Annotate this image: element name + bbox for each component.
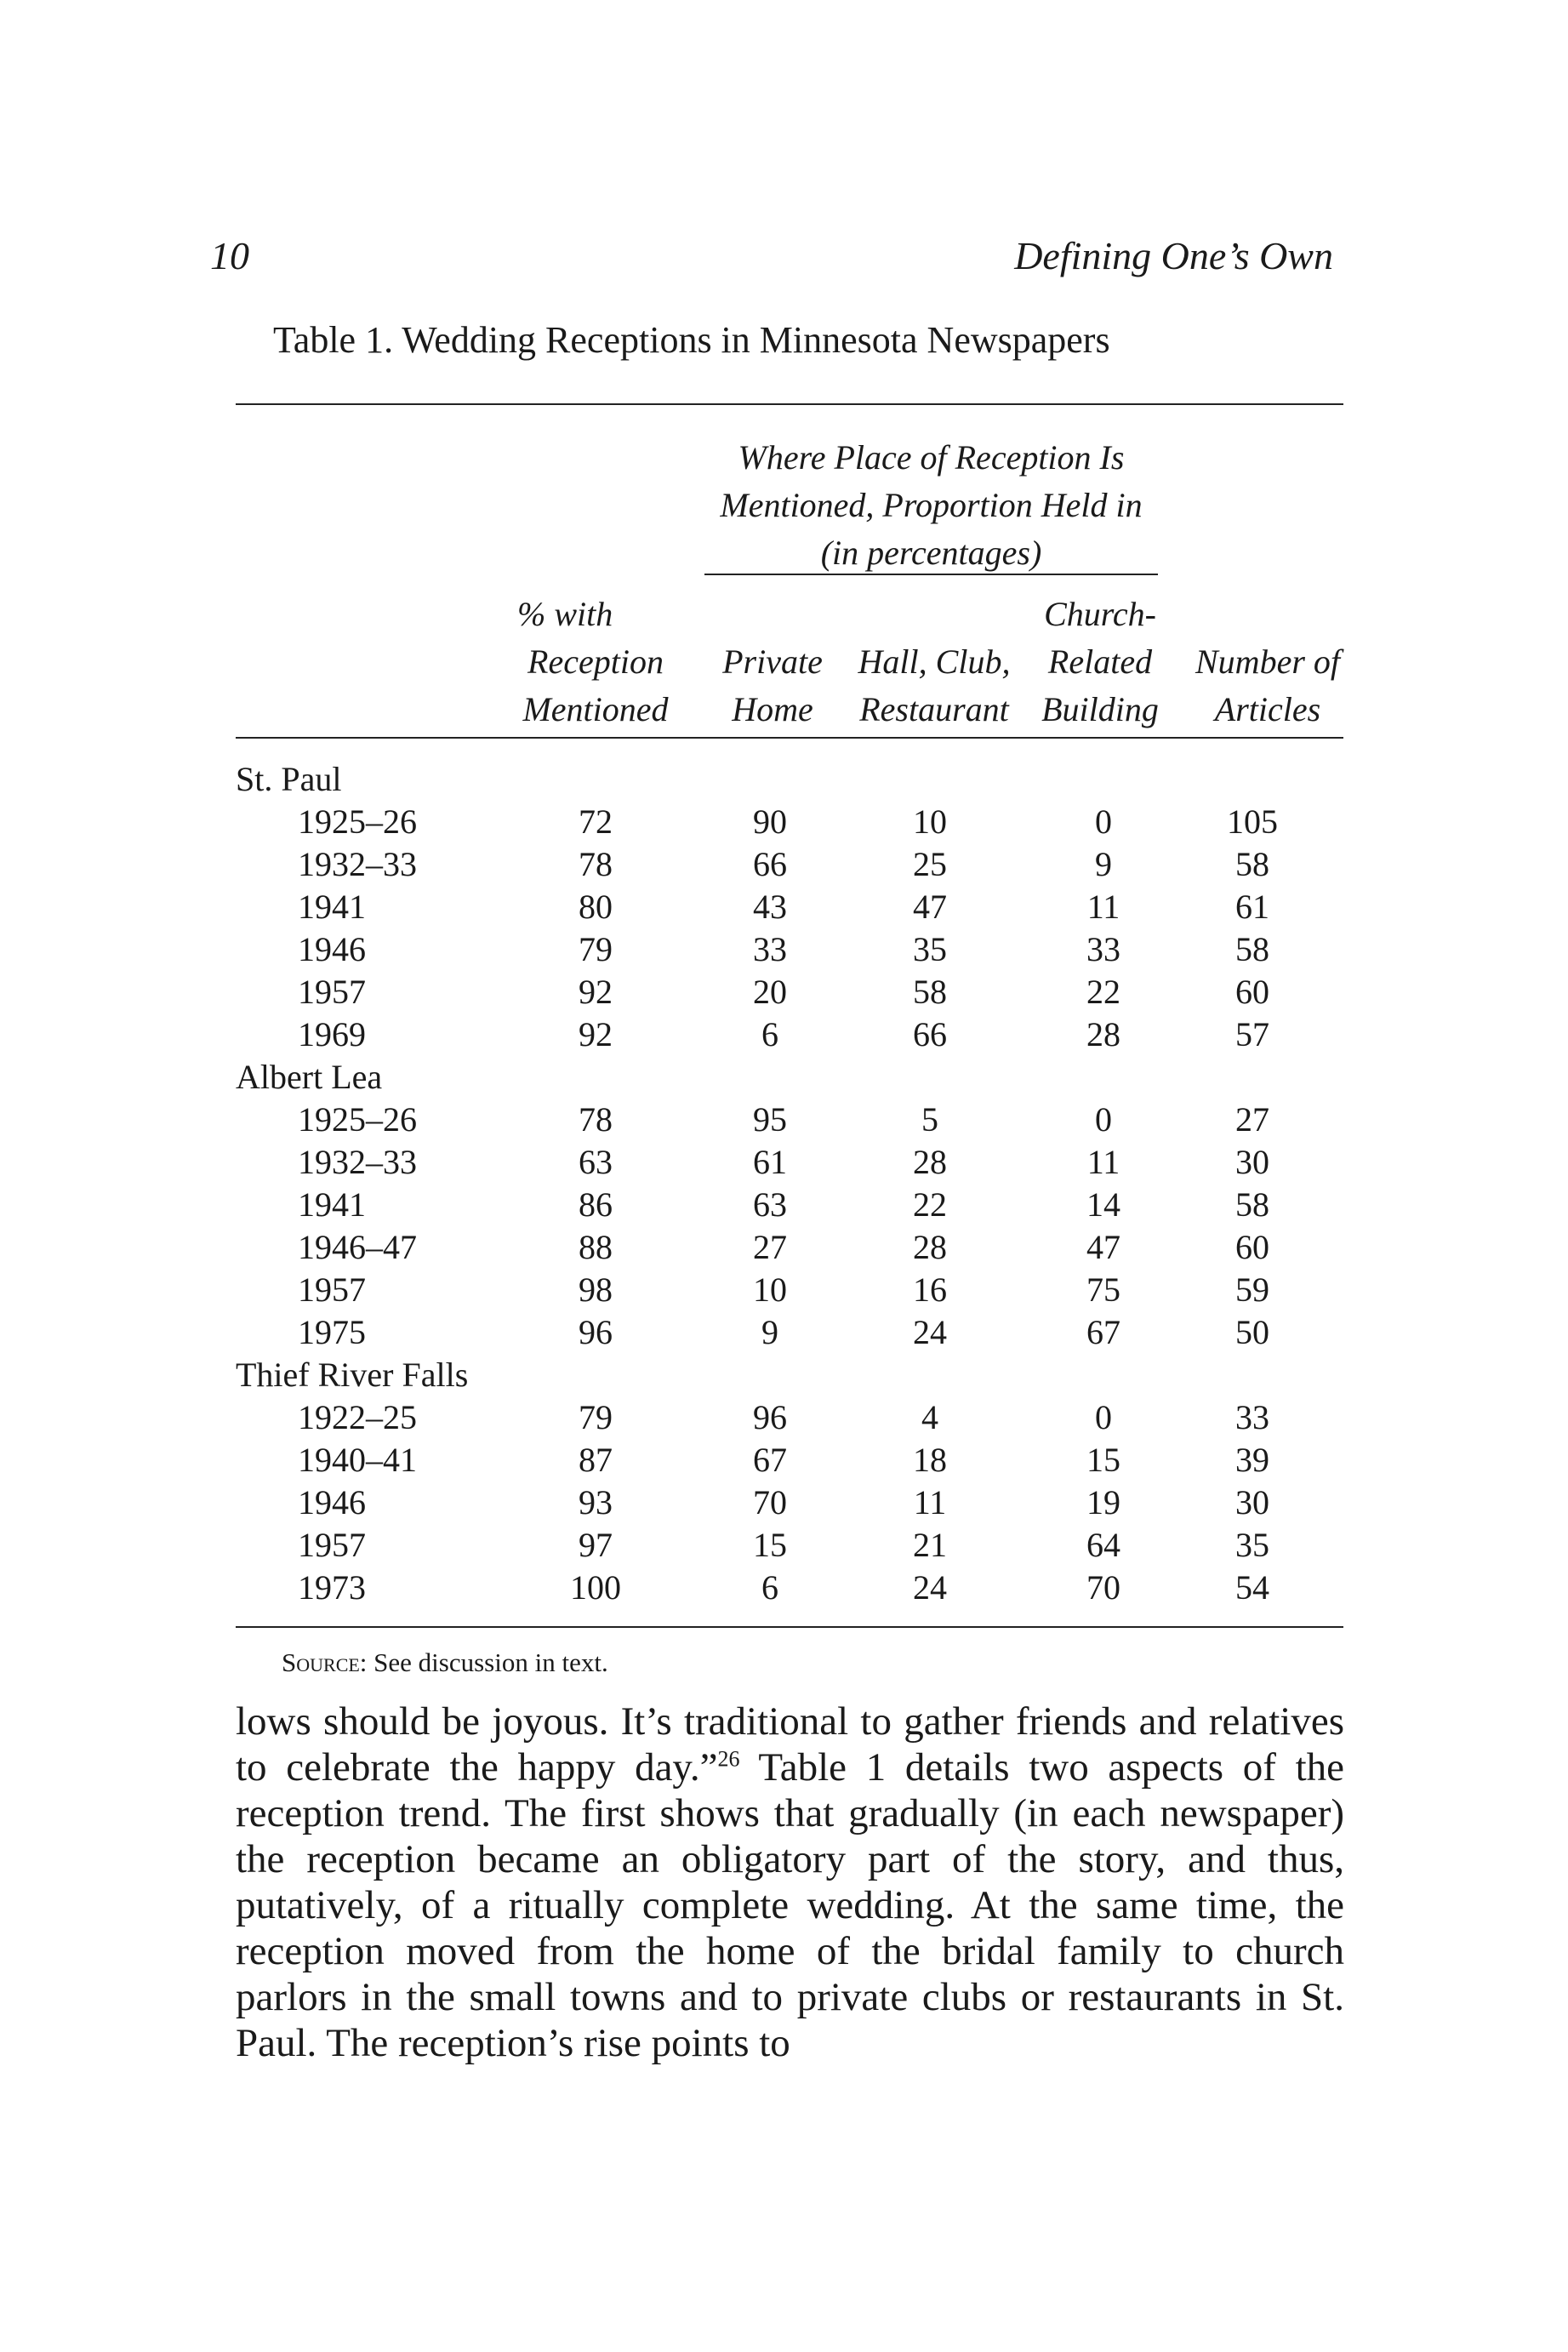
cell-church-related: 47 bbox=[1086, 1228, 1120, 1266]
cell-year: 1973 bbox=[298, 1568, 366, 1607]
cell-private-home: 66 bbox=[753, 845, 787, 883]
cell-articles: 58 bbox=[1235, 845, 1269, 883]
cell-church-related: 67 bbox=[1086, 1313, 1120, 1351]
body-text-before-note: lows should be joyous. It’s traditional to gather friends and relatives to celebrate the happy day.” bbox=[236, 1699, 1344, 1790]
cell-private-home: 20 bbox=[753, 973, 787, 1011]
cell-private-home: 10 bbox=[753, 1270, 787, 1309]
cell-reception: 92 bbox=[579, 973, 613, 1011]
table-row bbox=[0, 1312, 1568, 1355]
table-row bbox=[0, 1482, 1568, 1525]
source-label: Source: bbox=[282, 1647, 368, 1677]
table-row bbox=[0, 972, 1568, 1014]
cell-hall-club: 21 bbox=[913, 1526, 947, 1564]
col-header-articles-line-1: Number of bbox=[1195, 642, 1340, 681]
cell-reception: 72 bbox=[579, 802, 613, 841]
cell-reception: 97 bbox=[579, 1526, 613, 1564]
cell-church-related: 22 bbox=[1086, 973, 1120, 1011]
spanner-line-2: Mentioned, Proportion Held in bbox=[720, 486, 1143, 524]
cell-articles: 57 bbox=[1235, 1015, 1269, 1053]
col-header-church-line-1: Church- bbox=[1044, 595, 1156, 633]
cell-hall-club: 47 bbox=[913, 888, 947, 926]
cell-hall-club: 35 bbox=[913, 930, 947, 968]
cell-church-related: 28 bbox=[1086, 1015, 1120, 1053]
cell-reception: 63 bbox=[579, 1143, 613, 1181]
body-text-after-note: Table 1 details two aspects of the reception trend. The first shows that gradually (in each newspaper) the reception became an obligatory part of the story, and thus, putatively, of a ritually complete wedding. At the same time, the reception moved from the home of the bridal family to church parlors in the small towns and to private clubs or restaurants in St. Paul. The reception’s rise points to bbox=[236, 1745, 1344, 2065]
cell-private-home: 33 bbox=[753, 930, 787, 968]
cell-articles: 50 bbox=[1235, 1313, 1269, 1351]
cell-hall-club: 24 bbox=[913, 1568, 947, 1607]
cell-church-related: 11 bbox=[1086, 1143, 1120, 1181]
group-label: St. Paul bbox=[236, 760, 342, 798]
col-header-hall-line-2: Restaurant bbox=[859, 690, 1009, 728]
col-header-home-line-1: Private bbox=[722, 642, 823, 681]
table-top-rule bbox=[236, 403, 1343, 405]
cell-private-home: 43 bbox=[753, 888, 787, 926]
header-bottom-rule bbox=[236, 737, 1343, 739]
cell-hall-club: 28 bbox=[913, 1143, 947, 1181]
cell-private-home: 61 bbox=[753, 1143, 787, 1181]
cell-year: 1946 bbox=[298, 1483, 366, 1521]
cell-hall-club: 22 bbox=[913, 1185, 947, 1224]
group-label: Albert Lea bbox=[236, 1058, 383, 1096]
col-header-reception-line-1: % with bbox=[517, 595, 613, 633]
group-label: Thief River Falls bbox=[236, 1356, 469, 1394]
running-head: Defining One’s Own bbox=[1014, 234, 1333, 277]
cell-hall-club: 10 bbox=[913, 802, 947, 841]
cell-hall-club: 11 bbox=[913, 1483, 947, 1521]
cell-year: 1925–26 bbox=[298, 1100, 417, 1139]
cell-private-home: 96 bbox=[753, 1398, 787, 1436]
cell-year: 1969 bbox=[298, 1015, 366, 1053]
cell-articles: 59 bbox=[1235, 1270, 1269, 1309]
cell-private-home: 15 bbox=[753, 1526, 787, 1564]
footnote-reference: 26 bbox=[717, 1746, 740, 1772]
cell-private-home: 9 bbox=[761, 1313, 778, 1351]
cell-private-home: 27 bbox=[753, 1228, 787, 1266]
cell-private-home: 95 bbox=[753, 1100, 787, 1139]
cell-year: 1946 bbox=[298, 930, 366, 968]
cell-year: 1932–33 bbox=[298, 845, 417, 883]
col-header-home-line-2: Home bbox=[732, 690, 813, 728]
cell-private-home: 90 bbox=[753, 802, 787, 841]
cell-reception: 79 bbox=[579, 930, 613, 968]
cell-year: 1922–25 bbox=[298, 1398, 417, 1436]
cell-articles: 61 bbox=[1235, 888, 1269, 926]
cell-church-related: 33 bbox=[1086, 930, 1120, 968]
cell-articles: 58 bbox=[1235, 1185, 1269, 1224]
col-header-home bbox=[696, 638, 849, 734]
cell-reception: 96 bbox=[579, 1313, 613, 1351]
cell-reception: 80 bbox=[579, 888, 613, 926]
cell-reception: 86 bbox=[579, 1185, 613, 1224]
cell-year: 1941 bbox=[298, 888, 366, 926]
col-header-articles bbox=[1174, 638, 1361, 734]
body-paragraph bbox=[236, 1698, 1344, 2066]
cell-year: 1940–41 bbox=[298, 1441, 417, 1479]
cell-hall-club: 28 bbox=[913, 1228, 947, 1266]
table-row bbox=[0, 1227, 1568, 1270]
cell-reception: 100 bbox=[570, 1568, 621, 1607]
cell-articles: 105 bbox=[1227, 802, 1278, 841]
cell-reception: 98 bbox=[579, 1270, 613, 1309]
cell-articles: 27 bbox=[1235, 1100, 1269, 1139]
cell-articles: 60 bbox=[1235, 973, 1269, 1011]
col-header-hall bbox=[841, 638, 1028, 734]
cell-private-home: 70 bbox=[753, 1483, 787, 1521]
cell-hall-club: 24 bbox=[913, 1313, 947, 1351]
cell-private-home: 63 bbox=[753, 1185, 787, 1224]
col-header-church bbox=[1019, 591, 1181, 734]
cell-year: 1957 bbox=[298, 973, 366, 1011]
spanner-rule bbox=[704, 574, 1158, 575]
col-header-church-line-2: Related bbox=[1047, 642, 1153, 681]
table-row bbox=[0, 1014, 1568, 1057]
spanner-line-1: Where Place of Reception Is bbox=[738, 438, 1125, 477]
cell-church-related: 0 bbox=[1095, 802, 1112, 841]
cell-year: 1925–26 bbox=[298, 802, 417, 841]
table-row bbox=[0, 1397, 1568, 1440]
cell-church-related: 11 bbox=[1086, 888, 1120, 926]
col-header-church-line-3: Building bbox=[1041, 690, 1159, 728]
table-caption: Table 1. Wedding Receptions in Minnesota Newspapers bbox=[273, 319, 1110, 361]
col-header-articles-line-2: Articles bbox=[1214, 690, 1321, 728]
table-row bbox=[0, 929, 1568, 972]
cell-articles: 39 bbox=[1235, 1441, 1269, 1479]
cell-reception: 78 bbox=[579, 845, 613, 883]
cell-hall-club: 25 bbox=[913, 845, 947, 883]
source-text: See discussion in text. bbox=[367, 1647, 608, 1677]
cell-church-related: 75 bbox=[1086, 1270, 1120, 1309]
cell-year: 1946–47 bbox=[298, 1228, 417, 1266]
spanner-line-3: (in percentages) bbox=[820, 534, 1042, 572]
cell-church-related: 70 bbox=[1086, 1568, 1120, 1607]
cell-articles: 54 bbox=[1235, 1568, 1269, 1607]
cell-reception: 88 bbox=[579, 1228, 613, 1266]
table-source-note bbox=[282, 1647, 608, 1678]
cell-reception: 79 bbox=[579, 1398, 613, 1436]
cell-articles: 30 bbox=[1235, 1143, 1269, 1181]
cell-private-home: 6 bbox=[761, 1015, 778, 1053]
cell-hall-club: 4 bbox=[921, 1398, 938, 1436]
cell-year: 1932–33 bbox=[298, 1143, 417, 1181]
table-row bbox=[0, 844, 1568, 887]
table-row bbox=[0, 1440, 1568, 1482]
table-row bbox=[0, 1567, 1568, 1610]
body-text bbox=[236, 1698, 1344, 2066]
cell-church-related: 14 bbox=[1086, 1185, 1120, 1224]
cell-reception: 92 bbox=[579, 1015, 613, 1053]
cell-church-related: 64 bbox=[1086, 1526, 1120, 1564]
cell-hall-club: 58 bbox=[913, 973, 947, 1011]
col-header-reception-line-2: Reception bbox=[527, 642, 664, 681]
cell-hall-club: 18 bbox=[913, 1441, 947, 1479]
table-bottom-rule bbox=[236, 1626, 1343, 1628]
col-header-reception bbox=[493, 591, 698, 734]
table-row bbox=[0, 887, 1568, 929]
cell-articles: 60 bbox=[1235, 1228, 1269, 1266]
cell-reception: 93 bbox=[579, 1483, 613, 1521]
cell-church-related: 0 bbox=[1095, 1398, 1112, 1436]
col-header-hall-line-1: Hall, Club, bbox=[858, 642, 1011, 681]
cell-articles: 35 bbox=[1235, 1526, 1269, 1564]
cell-church-related: 0 bbox=[1095, 1100, 1112, 1139]
cell-reception: 78 bbox=[579, 1100, 613, 1139]
spanner-header bbox=[687, 434, 1175, 577]
cell-church-related: 15 bbox=[1086, 1441, 1120, 1479]
table-row bbox=[0, 1270, 1568, 1312]
cell-year: 1941 bbox=[298, 1185, 366, 1224]
cell-church-related: 9 bbox=[1095, 845, 1112, 883]
cell-hall-club: 66 bbox=[913, 1015, 947, 1053]
cell-articles: 30 bbox=[1235, 1483, 1269, 1521]
cell-year: 1957 bbox=[298, 1270, 366, 1309]
cell-church-related: 19 bbox=[1086, 1483, 1120, 1521]
cell-private-home: 6 bbox=[761, 1568, 778, 1607]
cell-hall-club: 5 bbox=[921, 1100, 938, 1139]
cell-year: 1957 bbox=[298, 1526, 366, 1564]
cell-hall-club: 16 bbox=[913, 1270, 947, 1309]
table-row bbox=[0, 802, 1568, 844]
page-number: 10 bbox=[210, 234, 249, 277]
table-row bbox=[0, 1142, 1568, 1185]
cell-articles: 58 bbox=[1235, 930, 1269, 968]
table-row bbox=[0, 1525, 1568, 1567]
table-row bbox=[0, 1099, 1568, 1142]
cell-articles: 33 bbox=[1235, 1398, 1269, 1436]
col-header-reception-line-3: Mentioned bbox=[522, 690, 669, 728]
cell-private-home: 67 bbox=[753, 1441, 787, 1479]
table-row bbox=[0, 1185, 1568, 1227]
cell-year: 1975 bbox=[298, 1313, 366, 1351]
cell-reception: 87 bbox=[579, 1441, 613, 1479]
